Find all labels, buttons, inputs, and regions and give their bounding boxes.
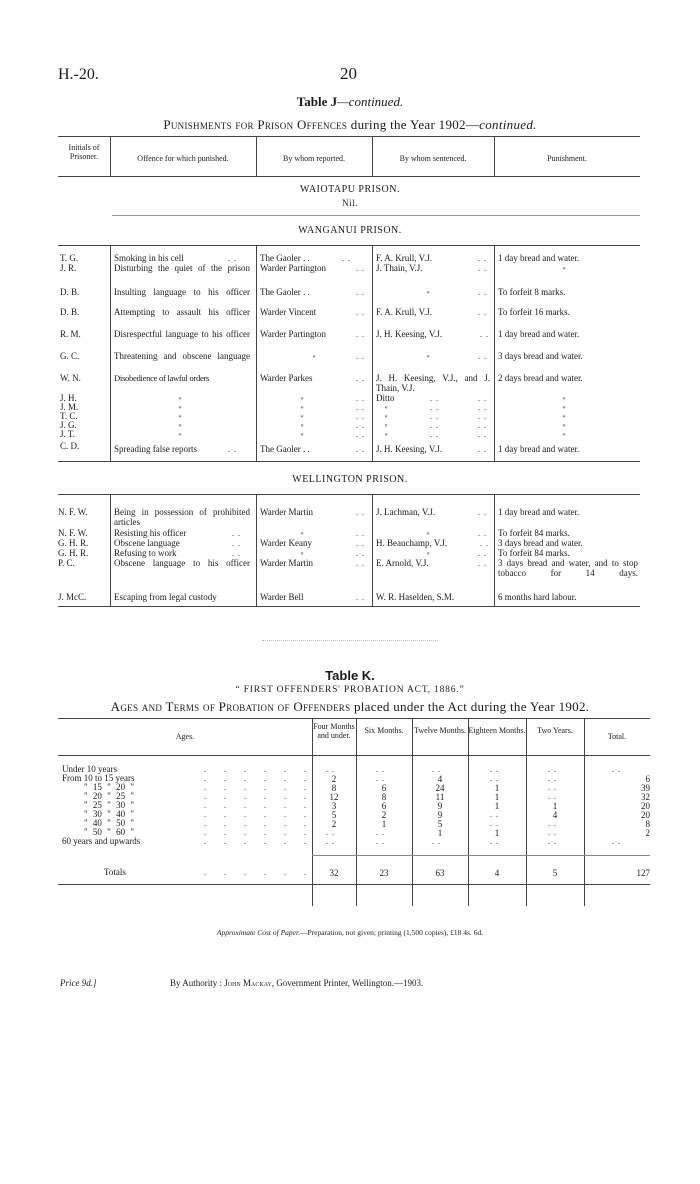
table-row-offence: " bbox=[178, 405, 182, 414]
totals-total: 127 bbox=[636, 868, 650, 878]
table-row-initials: J. G. bbox=[60, 420, 77, 430]
table-row-age: " 25 " 30 " bbox=[84, 800, 135, 810]
table-row-reported: " bbox=[300, 423, 304, 432]
table-row-offence: " bbox=[178, 432, 182, 441]
table-row-age: " 20 " 25 " bbox=[84, 791, 135, 801]
table-row-initials: G. H. R. bbox=[58, 548, 89, 558]
table-row-sentenced: " bbox=[426, 551, 430, 560]
table-cell-total: 8 bbox=[645, 819, 650, 829]
table-row-punishment: To forfeit 16 marks. bbox=[498, 307, 570, 317]
table-row-reported: Warder Partington bbox=[260, 263, 327, 273]
table-row-offence: Disobedience of lawful orders bbox=[114, 373, 210, 383]
column-header-reported: By whom reported. bbox=[283, 154, 345, 163]
table-row-initials: J. T. bbox=[60, 429, 75, 439]
table-row-punishment: 3 days bread and water, and to stop tobacco for 14 days. bbox=[498, 558, 638, 578]
table-cell-four: 3 bbox=[331, 801, 337, 811]
table-cell-total: 39 bbox=[641, 783, 650, 793]
table-row-sentenced: " bbox=[426, 531, 430, 540]
table-row-initials: T. C. bbox=[60, 411, 78, 421]
table-row-offence: Obscene language to his officer bbox=[114, 558, 250, 568]
price: Price 9d.] bbox=[60, 978, 97, 988]
column-header-offence: Offence for which punished. bbox=[137, 154, 229, 163]
table-cell-total: 20 bbox=[641, 810, 650, 820]
table-cell-two: 4 bbox=[552, 810, 558, 820]
totals-four: 32 bbox=[329, 868, 339, 878]
table-row-punishment: To forfeit 8 marks. bbox=[498, 287, 566, 297]
page-number: 20 bbox=[340, 64, 357, 83]
table-j-title: Table J—continued. bbox=[296, 94, 404, 109]
table-row-age: " 15 " 20 " bbox=[84, 782, 135, 792]
table-row-punishment: 3 days bread and water. bbox=[498, 538, 583, 548]
table-row-offence: " bbox=[178, 414, 182, 423]
printer-authority: By Authority : John Mackay, Government Printer, Wellington.—1903. bbox=[170, 978, 424, 988]
column-header-four-months: Four Months and under. bbox=[313, 722, 355, 740]
table-row-punishment: 1 day bread and water. bbox=[498, 507, 580, 517]
table-row-initials: P. C. bbox=[58, 558, 75, 568]
table-row-offence: " bbox=[178, 423, 182, 432]
table-cell-eighteen: 1 bbox=[494, 828, 500, 838]
table-cell-twelve: 9 bbox=[437, 801, 443, 811]
table-row-reported: " bbox=[300, 531, 304, 540]
table-cell-four: 2 bbox=[331, 774, 337, 784]
table-row-initials: D. B. bbox=[60, 287, 80, 297]
table-row-sentenced: " bbox=[384, 414, 388, 423]
table-cell-twelve: 9 bbox=[437, 810, 443, 820]
table-row-sentenced: F. A. Krull, V.J. bbox=[376, 253, 432, 263]
table-row-punishment: " bbox=[562, 423, 566, 432]
wellington-prison-heading: WELLINGTON PRISON. bbox=[292, 474, 408, 485]
table-row-reported: Warder Keany bbox=[260, 538, 312, 548]
table-row-reported: Warder Bell bbox=[260, 592, 304, 602]
table-row-sentenced: " bbox=[384, 405, 388, 414]
table-row-sentenced: J. H. Keesing, V.J., and J. Thain, V.J. bbox=[376, 373, 490, 393]
table-row-initials: G. H. R. bbox=[58, 538, 89, 548]
table-row-punishment: " bbox=[562, 266, 566, 275]
table-cell-twelve: 11 bbox=[435, 792, 445, 802]
table-row-sentenced: " bbox=[384, 423, 388, 432]
table-row-reported: " bbox=[300, 405, 304, 414]
table-row-sentenced: W. R. Haselden, S.M. bbox=[376, 592, 455, 602]
table-cell-twelve: 5 bbox=[437, 819, 443, 829]
table-row-reported: " bbox=[300, 551, 304, 560]
table-row-offence: Escaping from legal custody bbox=[114, 592, 217, 602]
table-row-age: " 50 " 60 " bbox=[84, 827, 135, 837]
table-row-reported: Warder Martin bbox=[260, 558, 314, 568]
table-row-reported: " bbox=[300, 414, 304, 423]
totals-two: 5 bbox=[552, 868, 558, 878]
table-row-sentenced: E. Arnold, V.J. bbox=[376, 558, 429, 568]
table-row-reported: " bbox=[312, 354, 316, 363]
table-row-offence: Disrespectful language to his officer bbox=[114, 329, 250, 339]
table-row-reported: The Gaoler . . bbox=[260, 287, 310, 297]
table-row-sentenced: J. Thain, V.J. bbox=[376, 263, 423, 273]
table-row-reported: Warder Partington bbox=[260, 329, 327, 339]
table-cell-twelve: 1 bbox=[437, 828, 443, 838]
table-row-sentenced: " bbox=[426, 354, 430, 363]
table-row-initials: N. F. W. bbox=[58, 507, 88, 517]
column-header-eighteen-months: Eighteen Months. bbox=[468, 726, 526, 735]
table-row-sentenced: " bbox=[426, 290, 430, 299]
table-row-age: " 30 " 40 " bbox=[84, 809, 135, 819]
totals-label: Totals bbox=[104, 867, 126, 877]
totals-twelve: 63 bbox=[435, 868, 445, 878]
column-header-ages: Ages. bbox=[175, 732, 195, 741]
table-row-punishment: " bbox=[562, 432, 566, 441]
totals-eighteen: 4 bbox=[494, 868, 500, 878]
table-row-initials: D. B. bbox=[60, 307, 80, 317]
column-header-initials: Initials of Prisoner. bbox=[68, 143, 100, 161]
table-row-punishment: 1 day bread and water. bbox=[498, 329, 580, 339]
table-k-title: Table K. bbox=[325, 668, 375, 683]
table-row-punishment: " bbox=[562, 396, 566, 405]
table-row-reported: Warder Vincent bbox=[260, 307, 317, 317]
table-row-offence: Disturbing the quiet of the prison bbox=[114, 263, 250, 273]
table-row-initials: J. McC. bbox=[58, 592, 87, 602]
document-reference: H.-20. bbox=[58, 66, 99, 83]
table-row-sentenced: Ditto bbox=[376, 393, 395, 403]
table-row-initials: N. F. W. bbox=[58, 528, 88, 538]
table-row-age: 60 years and upwards bbox=[62, 836, 141, 846]
column-header-twelve-months: Twelve Months. bbox=[414, 726, 466, 735]
table-row-offence: Smoking in his cell bbox=[114, 253, 184, 263]
table-row-reported: The Gaoler . . bbox=[260, 444, 310, 454]
table-cell-twelve: 24 bbox=[435, 783, 445, 793]
table-row-offence: Being in possession of prohibited articles bbox=[114, 507, 250, 527]
table-cell-two: 1 bbox=[552, 801, 558, 811]
table-row-punishment: " bbox=[562, 405, 566, 414]
table-j-subtitle: Punishments for Prison Offences during the Year 1902—continued. bbox=[163, 117, 537, 132]
column-header-punishment: Punishment. bbox=[547, 154, 587, 163]
table-row-punishment: " bbox=[562, 414, 566, 423]
column-header-total: Total. bbox=[607, 732, 627, 741]
table-row-offence: Threatening and obscene language bbox=[114, 351, 250, 361]
table-cell-four: 12 bbox=[329, 792, 339, 802]
table-row-punishment: 1 day bread and water. bbox=[498, 444, 580, 454]
table-cell-total: 6 bbox=[645, 774, 650, 784]
table-row-initials: G. C. bbox=[60, 351, 80, 361]
table-row-reported: " bbox=[300, 396, 304, 405]
table-row-offence: Resisting his officer bbox=[114, 528, 187, 538]
table-row-offence: Insulting language to his officer bbox=[114, 287, 250, 297]
table-cell-eighteen: 1 bbox=[494, 792, 500, 802]
wanganui-prison-heading: WANGANUI PRISON. bbox=[298, 225, 402, 236]
table-row-reported: The Gaoler . . bbox=[260, 253, 310, 263]
table-cell-four: 5 bbox=[331, 810, 337, 820]
table-row-age: From 10 to 15 years bbox=[62, 773, 135, 783]
table-cell-eighteen: 1 bbox=[494, 783, 500, 793]
table-row-reported: " bbox=[300, 432, 304, 441]
table-cell-six: 6 bbox=[381, 783, 387, 793]
column-header-sentenced: By whom sentenced. bbox=[399, 154, 467, 163]
table-row-punishment: 3 days bread and water. bbox=[498, 351, 583, 361]
table-row-sentenced: J. H. Keesing, V.J. bbox=[376, 329, 443, 339]
totals-six: 23 bbox=[379, 868, 389, 878]
table-row-reported: Warder Martin bbox=[260, 507, 314, 517]
table-row-initials: T. G. bbox=[60, 253, 79, 263]
table-cell-twelve: 4 bbox=[437, 774, 443, 784]
table-cell-six: 1 bbox=[381, 819, 387, 829]
table-cell-total: 32 bbox=[641, 792, 650, 802]
table-row-offence: Refusing to work bbox=[114, 548, 177, 558]
table-row-age: Under 10 years bbox=[62, 764, 117, 774]
table-row-sentenced: H. Beauchamp, V.J. bbox=[376, 538, 448, 548]
table-row-punishment: 6 months hard labour. bbox=[498, 592, 577, 602]
table-cell-six: 6 bbox=[381, 801, 387, 811]
table-row-punishment: 2 days bread and water. bbox=[498, 373, 583, 383]
column-header-six-months: Six Months. bbox=[364, 726, 404, 735]
table-row-offence: " bbox=[178, 396, 182, 405]
table-row-initials: R. M. bbox=[60, 329, 81, 339]
table-row-age: " 40 " 50 " bbox=[84, 818, 135, 828]
table-row-offence: Obscene language bbox=[114, 538, 180, 548]
table-cell-total: 2 bbox=[645, 828, 650, 838]
table-row-punishment: 1 day bread and water. bbox=[498, 253, 580, 263]
table-cell-six: 8 bbox=[381, 792, 387, 802]
table-row-initials: J. R. bbox=[60, 263, 77, 273]
table-cell-eighteen: 1 bbox=[494, 801, 500, 811]
table-row-sentenced: J. H. Keesing, V.J. bbox=[376, 444, 443, 454]
table-row-initials: J. H. bbox=[60, 393, 77, 403]
table-row-offence: Spreading false reports bbox=[114, 444, 197, 454]
table-k-subtitle: Ages and Terms of Probation of Offenders placed under the Act during the Year 1902. bbox=[110, 699, 590, 714]
table-row-initials: W. N. bbox=[60, 373, 81, 383]
table-row-initials: J. M. bbox=[60, 402, 79, 412]
table-cell-six: 2 bbox=[381, 810, 387, 820]
table-cell-total: 20 bbox=[641, 801, 650, 811]
document-page: H.-20. 20 Table J—continued. Punishments for Prison Offences during the Year 1902—continued. Initials of Prisoner. Offence for which punished. By whom reported. By whom sentenced. Punishment. WAIOTAPU PRISON. Nil. WANGANUI PRISON. T. G. Smoking in his cell . . The Gaoler . . . . F. A. Krull, V.J. . . 1 day bread and water. J. R. Disturbing the quiet of the prison Warder Partington . . J. Thain, V.J. . . " D. B. Insulting language to his officer The Gaoler . . . . " . . To forfeit 8 marks. D. B. Attempting to assault his officer Warder Vincent . . F. A. Krull, V.J. . . To forfeit 16 marks. R. M. Disrespectful language to his officer Warder Partington . . J. H. Keesing, V.J. . . 1 day bread and water. G. C. Threatening and obscene language " . . " . . 3 days bread and water. W. N. Disobedience of lawful orders Warder Parkes . . J. H. Keesing, V.J., and J. Thain, V.J. 2 days bread and water. J. H. " " . . Ditto . . . . " J. M. " " . . " . . . . " T. C. " " . . " . . . . " J. G. " " . . " . . . . " J. T. " " . . " . . . . " C. D. Spreading false reports . . The Gaoler . . . . J. H. Keesing, V.J. . . 1 day bread and water. WELLINGTON PRISON. N. F. W. Being in possession of prohibited articles Warder Martin . . J. Lachman, V.J. . . 1 day bread and water. N. F. W. Resisting his officer . . " . . " . . To forfeit 84 marks. G. H. R. Obscene language . . Warder Keany . . H. Beauchamp, V.J. . . 3 days bread and water. G. H. R. Refusing to work . . " . . " . . To forfeit 84 marks. P. C. Obscene language to his officer Warder Martin . . E. Arnold, V.J. . . 3 days bread and water, and to stop tobacco for 14 days. J. McC. Escaping from legal custody Warder Bell . . W. R. Haselden, S.M. 6 months hard labour. Table K. “ FIRST OFFENDERS' PROBATION ACT, 1886.” Ages and Terms of Probation of Offenders placed under the Act during the Year 1902. Ages. Four Months and under. Six Months. Twelve Months. Eighteen Months. Two Years. Total. Under 10 years From 10 to 15 years " 15 " 20 " " 20 " 25 " " 25 " 30 " " 30 " 40 " " 40 " 50 " " 50 " 60 " 60 years and upwards . . . . . . . . . . . . . . . . . . . . . . . . . . . . . . . . . . . . . . . . . . . . . . . . . . . . . . . . 2 8 12 3 5 2 . . . . . . . . 6 8 6 2 1 . . . . . . 4 24 11 9 9 5 1 . . . . . . 1 1 1 . . . . 1 . . . . . . . . . . 1 4 . . . . . . . . 6 39 32 20 20 8 2 . . Totals . . . . . . 32 23 63 4 5 127 Approximate Cost of Paper.—Preparation, not given; printing (1,500 copies), £18 4s. 6d. Price 9d.] By Authority : John Mackay, Government Printer, Wellington.—1903. bbox=[0, 0, 700, 1184]
table-row-sentenced: " bbox=[384, 432, 388, 441]
table-row-punishment: To forfeit 84 marks. bbox=[498, 528, 570, 538]
table-k-act-title: “ FIRST OFFENDERS' PROBATION ACT, 1886.” bbox=[235, 685, 465, 695]
waiotapu-nil: Nil. bbox=[342, 198, 358, 208]
table-cell-four: 2 bbox=[331, 819, 337, 829]
printing-cost-note: Approximate Cost of Paper.—Preparation, not given; printing (1,500 copies), £18 4s. 6d. bbox=[216, 928, 484, 937]
table-row-initials: C. D. bbox=[60, 441, 80, 451]
table-row-sentenced: J. Lachman, V.J. bbox=[376, 507, 436, 517]
table-cell-four: 8 bbox=[331, 783, 337, 793]
table-row-offence: Attempting to assault his officer bbox=[114, 307, 250, 317]
column-header-two-years: Two Years. bbox=[537, 726, 573, 735]
table-row-reported: Warder Parkes bbox=[260, 373, 313, 383]
table-row-punishment: To forfeit 84 marks. bbox=[498, 548, 570, 558]
table-row-sentenced: F. A. Krull, V.J. bbox=[376, 307, 432, 317]
waiotapu-prison-heading: WAIOTAPU PRISON. bbox=[300, 184, 400, 195]
